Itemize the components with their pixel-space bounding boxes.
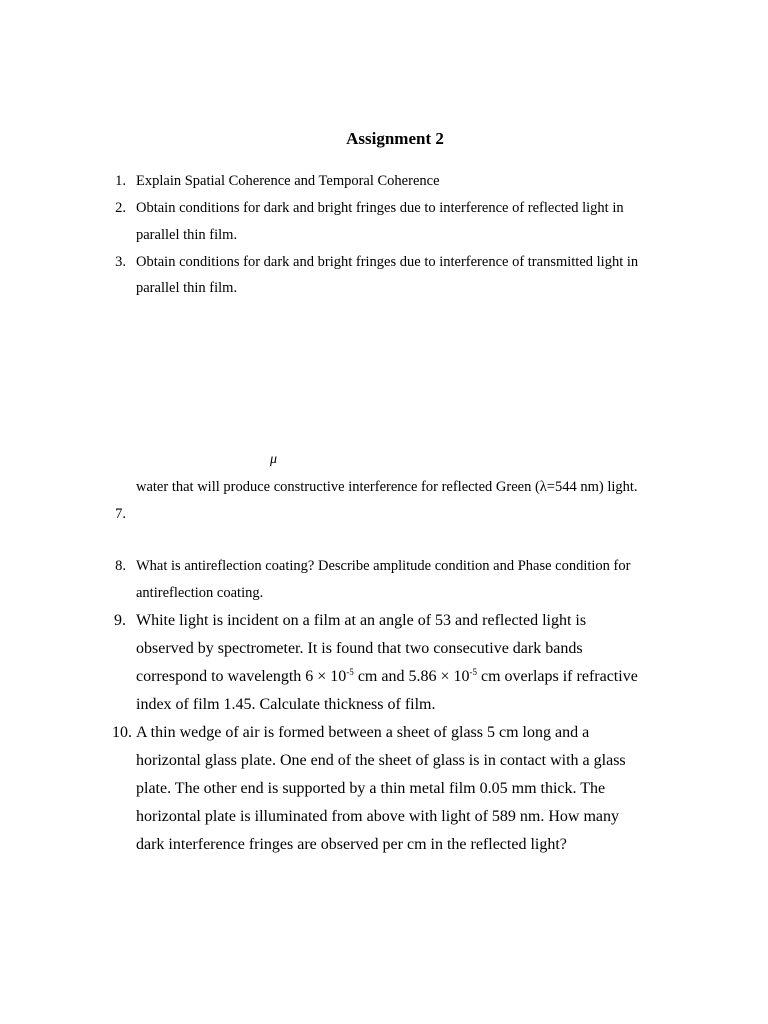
q9-exponent-2: -5 — [469, 667, 477, 677]
item-number: 9. — [114, 612, 126, 629]
item-text: horizontal plate is illuminated from above with light of 589 nm. How many — [136, 808, 620, 825]
item-text: horizontal glass plate. One end of the sheet of glass is in contact with a glass — [136, 752, 626, 769]
item-text: parallel thin film. — [136, 227, 238, 243]
item-text — [136, 668, 638, 686]
item-number: 3. — [115, 254, 126, 270]
item-text: Obtain conditions for dark and bright fringes due to interference of transmitted light in — [136, 254, 639, 270]
assignment-title: Assignment 2 — [346, 129, 444, 148]
item-text: water that will produce constructive interference for reflected Green (λ=544 nm) light. — [136, 479, 638, 495]
item-text: index of film 1.45. Calculate thickness of film. — [136, 696, 436, 713]
item-text: antireflection coating. — [136, 585, 264, 601]
item-text: dark interference fringes are observed per cm in the reflected light? — [136, 836, 567, 853]
q9-text-c: cm overlaps if refractive — [476, 668, 638, 685]
item-number: 1. — [115, 173, 126, 189]
item-text: Explain Spatial Coherence and Temporal Coherence — [136, 173, 440, 189]
item-text: plate. The other end is supported by a thin metal film 0.05 mm thick. The — [136, 780, 606, 797]
item-text: observed by spectrometer. It is found that two consecutive dark bands — [136, 640, 583, 657]
item-number: 10. — [112, 724, 132, 741]
item-text: White light is incident on a film at an angle of 53 and reflected light is — [136, 612, 587, 629]
item-number: 8. — [115, 558, 126, 574]
item-number: 7. — [115, 506, 126, 522]
mu-symbol: μ — [270, 452, 278, 467]
item-text: parallel thin film. — [136, 280, 238, 296]
item-text: What is antireflection coating? Describe amplitude condition and Phase condition for — [136, 558, 631, 574]
item-number: 2. — [115, 200, 126, 216]
q9-text-a: correspond to wavelength 6 × 10 — [136, 668, 347, 685]
q9-text-b: cm and 5.86 × 10 — [353, 668, 470, 685]
q9-exponent-1: -5 — [346, 667, 354, 677]
item-text: A thin wedge of air is formed between a sheet of glass 5 cm long and a — [136, 724, 590, 741]
item-text: Obtain conditions for dark and bright fringes due to interference of reflected light in — [136, 200, 624, 216]
